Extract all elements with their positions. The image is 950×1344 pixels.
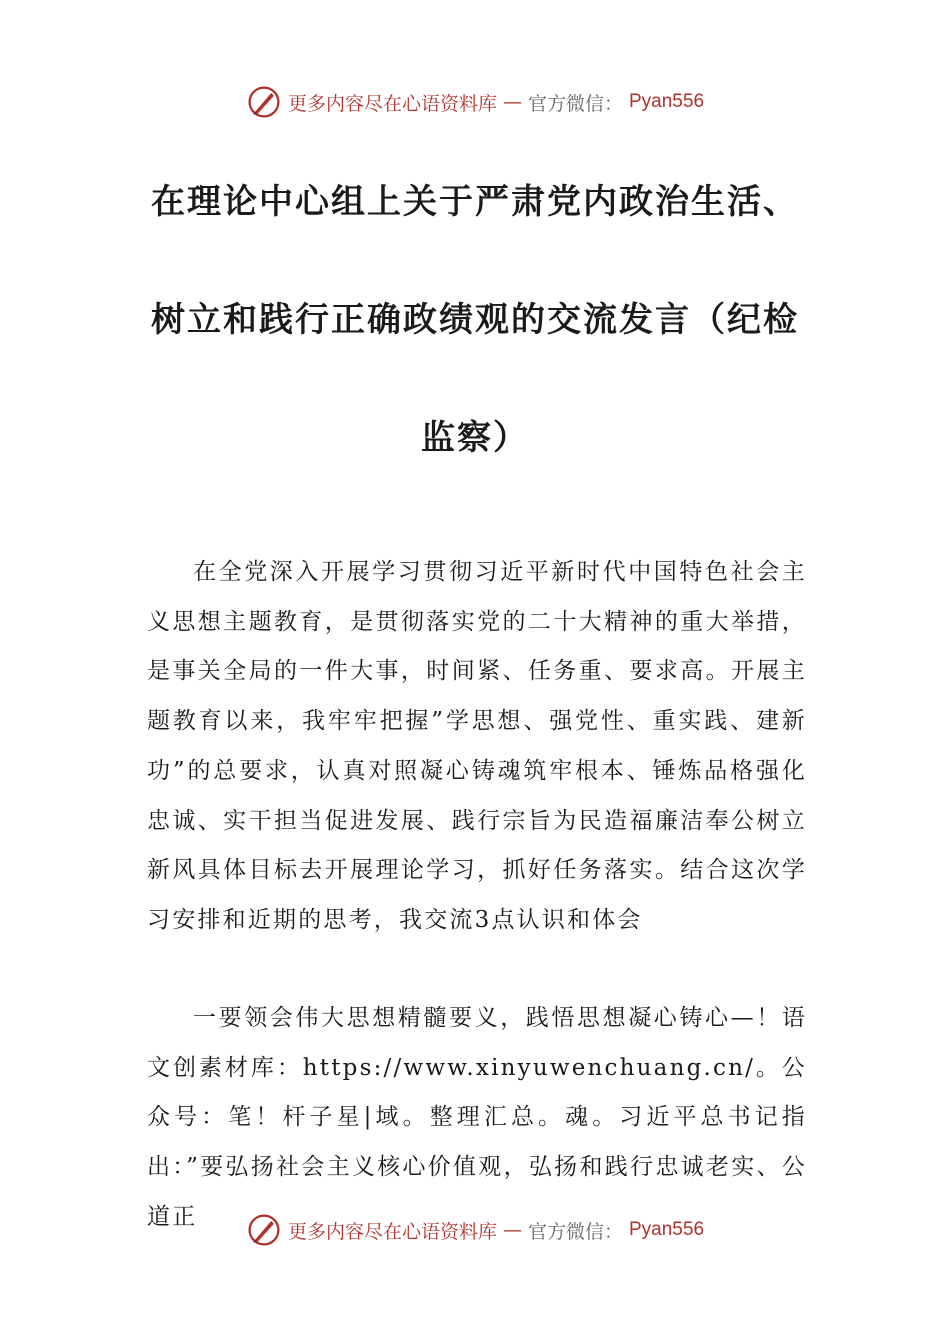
watermark-wechat-label: 官方微信： xyxy=(527,92,623,115)
document-title-line-1: 在理论中心组上关于严肃党内政治生活、 xyxy=(151,182,799,222)
pen-logo-icon xyxy=(246,1212,282,1248)
body-paragraph-2 xyxy=(147,994,807,1243)
paragraph-text: 在全党深入开展学习贯彻习近平新时代中国特色社会主义思想主题教育，是贯彻落实党的二十大精神的重大举措，是事关全局的一件大事，时间紧、任务重、要求高。开展主题教育以来，我牢牢把握”学思想、强党性、重实践、建新功”的总要求，认真对照凝心铸魂筑牢根本、锤炼品格强化忠诚、实干担当促进发展、践行宗旨为民造福廉洁奉公树立新风具体目标去开展理论学习，抓好任务落实。结合这次学习安排和近期的思考，我交流3点认识和体会 xyxy=(147,559,807,933)
watermark-wechat-id: Pyan556 xyxy=(629,91,705,112)
document-title-line-3: 监察） xyxy=(421,418,529,458)
watermark-separator: — xyxy=(502,91,522,113)
body-paragraph-1 xyxy=(147,548,807,946)
watermark-footer xyxy=(0,1212,950,1248)
watermark-wechat-label: 官方微信： xyxy=(527,1220,623,1243)
pen-logo-icon xyxy=(246,84,282,120)
paragraph-text: 一要领会伟大思想精髓要义，践悟思想凝心铸心—！语文创素材库：https://www.xinyuwenchuang.cn/。公众号：笔！杆子星|域。整理汇总。魂。习近平总书记指出：”要弘扬社会主义核心价值观，弘扬和践行忠诚老实、公道正 xyxy=(147,1005,807,1230)
watermark-header xyxy=(0,84,950,120)
watermark-separator: — xyxy=(502,1219,522,1241)
document-title-line-2: 树立和践行正确政绩观的交流发言（纪检 xyxy=(151,300,799,340)
watermark-wechat-id: Pyan556 xyxy=(629,1219,705,1240)
watermark-main-text: 更多内容尽在心语资料库 xyxy=(287,92,497,115)
watermark-main-text: 更多内容尽在心语资料库 xyxy=(287,1220,497,1243)
